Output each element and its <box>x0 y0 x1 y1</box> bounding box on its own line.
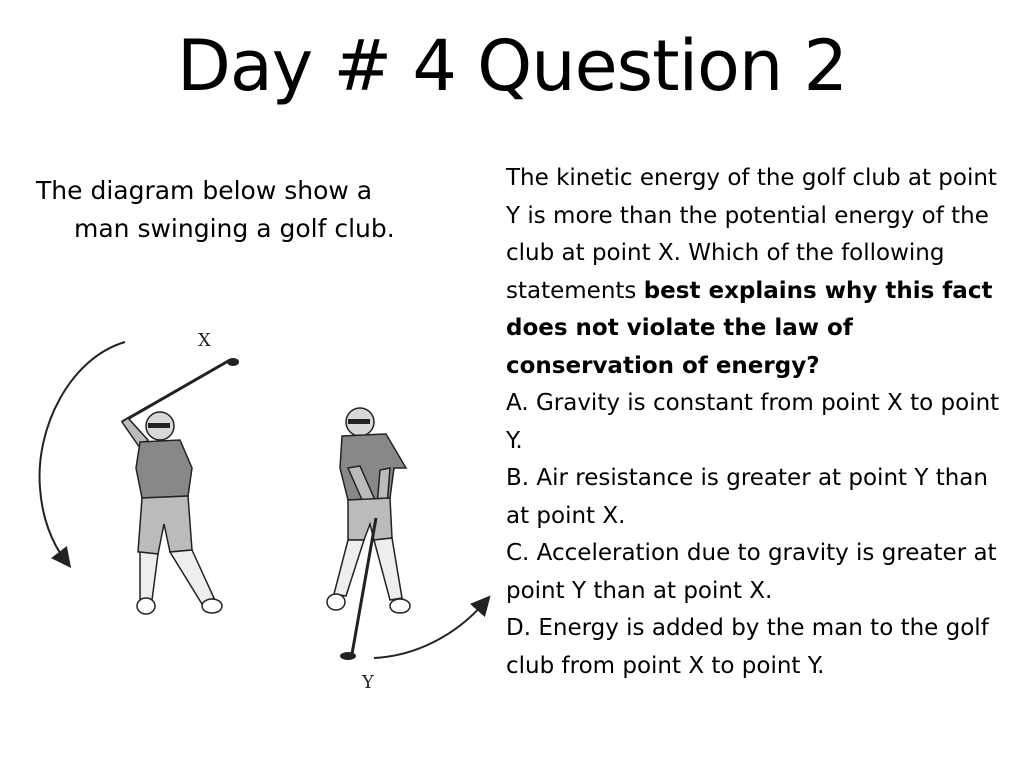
slide-title: Day # 4 Question 2 <box>176 25 848 107</box>
option-b: B. Air resistance is greater at point Y than at point X. <box>506 465 988 529</box>
label-y: Y <box>362 672 374 693</box>
intro-line-2: man swinging a golf club. <box>74 214 395 243</box>
question-stem-text: The kinetic energy of the golf club at point Y is more than the potential energy of the club at point X. Which of the following statements <box>506 165 997 304</box>
golf-swing-diagram <box>30 318 500 698</box>
question-stem-emphasis: best explains why this fact does not violate the law of conservation of energy? <box>506 277 993 379</box>
option-a: A. Gravity is constant from point X to point Y. <box>506 390 1000 454</box>
intro-line-1: The diagram below show a <box>36 176 373 205</box>
option-d: D. Energy is added by the man to the golf club from point X to point Y. <box>506 615 989 679</box>
label-x: X <box>198 330 211 351</box>
question-stem <box>506 160 1011 385</box>
option-c: C. Acceleration due to gravity is greater at point Y than at point X. <box>506 540 997 604</box>
question-block <box>506 160 1011 685</box>
intro-text <box>36 172 456 248</box>
swing-arc-right <box>374 603 484 658</box>
swing-arc-left <box>40 342 125 560</box>
golfer-impact <box>327 408 410 660</box>
golfer-backswing <box>122 358 239 614</box>
